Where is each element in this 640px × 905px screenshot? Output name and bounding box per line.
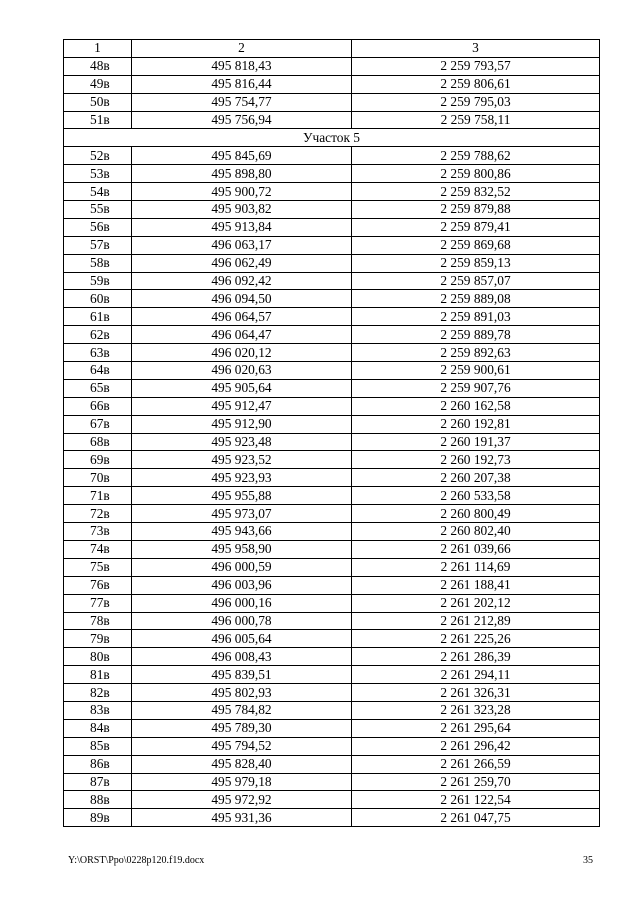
point-id-cell: 50в — [64, 93, 132, 111]
y-coordinate-cell: 2 259 900,61 — [352, 362, 600, 380]
table-row — [64, 326, 600, 344]
y-coordinate-cell: 2 261 259,70 — [352, 773, 600, 791]
point-id-cell: 74в — [64, 540, 132, 558]
y-coordinate-cell: 2 261 039,66 — [352, 540, 600, 558]
table-row — [64, 594, 600, 612]
table-row — [64, 433, 600, 451]
y-coordinate-cell: 2 261 296,42 — [352, 737, 600, 755]
point-id-cell: 69в — [64, 451, 132, 469]
table-row — [64, 379, 600, 397]
table-row — [64, 540, 600, 558]
x-coordinate-cell: 495 794,52 — [132, 737, 352, 755]
y-coordinate-cell: 2 260 192,73 — [352, 451, 600, 469]
point-id-cell: 77в — [64, 594, 132, 612]
y-coordinate-cell: 2 261 225,26 — [352, 630, 600, 648]
coordinates-table-body — [64, 40, 600, 827]
point-id-cell: 81в — [64, 666, 132, 684]
header-cell-x: 2 — [132, 40, 352, 58]
y-coordinate-cell: 2 261 114,69 — [352, 558, 600, 576]
table-row — [64, 111, 600, 129]
y-coordinate-cell: 2 261 286,39 — [352, 648, 600, 666]
point-id-cell: 75в — [64, 558, 132, 576]
point-id-cell: 51в — [64, 111, 132, 129]
y-coordinate-cell: 2 259 891,03 — [352, 308, 600, 326]
y-coordinate-cell: 2 260 802,40 — [352, 523, 600, 541]
point-id-cell: 78в — [64, 612, 132, 630]
point-id-cell: 62в — [64, 326, 132, 344]
table-row — [64, 415, 600, 433]
table-row — [64, 576, 600, 594]
point-id-cell: 57в — [64, 236, 132, 254]
x-coordinate-cell: 496 008,43 — [132, 648, 352, 666]
point-id-cell: 88в — [64, 791, 132, 809]
table-row — [64, 487, 600, 505]
point-id-cell: 86в — [64, 755, 132, 773]
point-id-cell: 60в — [64, 290, 132, 308]
y-coordinate-cell: 2 259 788,62 — [352, 147, 600, 165]
x-coordinate-cell: 495 845,69 — [132, 147, 352, 165]
table-row — [64, 75, 600, 93]
x-coordinate-cell: 495 789,30 — [132, 719, 352, 737]
y-coordinate-cell: 2 259 795,03 — [352, 93, 600, 111]
point-id-cell: 55в — [64, 201, 132, 219]
table-row — [64, 523, 600, 541]
table-row — [64, 612, 600, 630]
point-id-cell: 72в — [64, 505, 132, 523]
x-coordinate-cell: 495 903,82 — [132, 201, 352, 219]
x-coordinate-cell: 495 784,82 — [132, 701, 352, 719]
table-row — [64, 344, 600, 362]
x-coordinate-cell: 495 923,93 — [132, 469, 352, 487]
y-coordinate-cell: 2 259 879,41 — [352, 218, 600, 236]
x-coordinate-cell: 495 802,93 — [132, 684, 352, 702]
x-coordinate-cell: 496 003,96 — [132, 576, 352, 594]
x-coordinate-cell: 495 972,92 — [132, 791, 352, 809]
section-label: Участок 5 — [64, 129, 600, 147]
table-row — [64, 57, 600, 75]
table-row — [64, 809, 600, 827]
table-row — [64, 666, 600, 684]
x-coordinate-cell: 496 092,42 — [132, 272, 352, 290]
table-row — [64, 505, 600, 523]
table-row — [64, 719, 600, 737]
y-coordinate-cell: 2 261 323,28 — [352, 701, 600, 719]
table-row — [64, 308, 600, 326]
point-id-cell: 87в — [64, 773, 132, 791]
x-coordinate-cell: 496 020,63 — [132, 362, 352, 380]
point-id-cell: 73в — [64, 523, 132, 541]
y-coordinate-cell: 2 261 326,31 — [352, 684, 600, 702]
point-id-cell: 83в — [64, 701, 132, 719]
y-coordinate-cell: 2 261 047,75 — [352, 809, 600, 827]
y-coordinate-cell: 2 261 295,64 — [352, 719, 600, 737]
table-row — [64, 701, 600, 719]
y-coordinate-cell: 2 259 857,07 — [352, 272, 600, 290]
y-coordinate-cell: 2 259 793,57 — [352, 57, 600, 75]
x-coordinate-cell: 496 062,49 — [132, 254, 352, 272]
point-id-cell: 64в — [64, 362, 132, 380]
point-id-cell: 76в — [64, 576, 132, 594]
x-coordinate-cell: 495 756,94 — [132, 111, 352, 129]
table-row — [64, 755, 600, 773]
point-id-cell: 63в — [64, 344, 132, 362]
point-id-cell: 85в — [64, 737, 132, 755]
y-coordinate-cell: 2 259 832,52 — [352, 183, 600, 201]
y-coordinate-cell: 2 259 889,78 — [352, 326, 600, 344]
y-coordinate-cell: 2 259 800,86 — [352, 165, 600, 183]
y-coordinate-cell: 2 259 806,61 — [352, 75, 600, 93]
table-row — [64, 469, 600, 487]
table-row — [64, 630, 600, 648]
point-id-cell: 53в — [64, 165, 132, 183]
y-coordinate-cell: 2 260 191,37 — [352, 433, 600, 451]
table-row — [64, 272, 600, 290]
x-coordinate-cell: 496 064,47 — [132, 326, 352, 344]
y-coordinate-cell: 2 261 294,11 — [352, 666, 600, 684]
x-coordinate-cell: 495 958,90 — [132, 540, 352, 558]
y-coordinate-cell: 2 259 889,08 — [352, 290, 600, 308]
footer-page-number: 35 — [583, 855, 593, 866]
y-coordinate-cell: 2 260 207,38 — [352, 469, 600, 487]
y-coordinate-cell: 2 259 907,76 — [352, 379, 600, 397]
y-coordinate-cell: 2 259 758,11 — [352, 111, 600, 129]
y-coordinate-cell: 2 259 869,68 — [352, 236, 600, 254]
x-coordinate-cell: 495 912,90 — [132, 415, 352, 433]
footer-file-path: Y:\ORST\Ppo\0228p120.f19.docx — [68, 855, 205, 866]
table-row — [64, 165, 600, 183]
coordinates-table — [63, 39, 600, 827]
x-coordinate-cell: 496 063,17 — [132, 236, 352, 254]
x-coordinate-cell: 495 943,66 — [132, 523, 352, 541]
header-cell-y: 3 — [352, 40, 600, 58]
table-row — [64, 290, 600, 308]
point-id-cell: 67в — [64, 415, 132, 433]
point-id-cell: 56в — [64, 218, 132, 236]
point-id-cell: 65в — [64, 379, 132, 397]
y-coordinate-cell: 2 260 800,49 — [352, 505, 600, 523]
x-coordinate-cell: 495 828,40 — [132, 755, 352, 773]
table-row — [64, 254, 600, 272]
table-row — [64, 451, 600, 469]
y-coordinate-cell: 2 261 122,54 — [352, 791, 600, 809]
table-row — [64, 773, 600, 791]
table-row — [64, 93, 600, 111]
table-row — [64, 236, 600, 254]
point-id-cell: 80в — [64, 648, 132, 666]
point-id-cell: 48в — [64, 57, 132, 75]
x-coordinate-cell: 495 839,51 — [132, 666, 352, 684]
x-coordinate-cell: 496 094,50 — [132, 290, 352, 308]
header-cell-point: 1 — [64, 40, 132, 58]
x-coordinate-cell: 496 020,12 — [132, 344, 352, 362]
table-row — [64, 397, 600, 415]
table-row — [64, 362, 600, 380]
x-coordinate-cell: 495 955,88 — [132, 487, 352, 505]
table-row — [64, 218, 600, 236]
x-coordinate-cell: 495 931,36 — [132, 809, 352, 827]
point-id-cell: 59в — [64, 272, 132, 290]
table-row — [64, 737, 600, 755]
y-coordinate-cell: 2 261 188,41 — [352, 576, 600, 594]
y-coordinate-cell: 2 260 533,58 — [352, 487, 600, 505]
y-coordinate-cell: 2 261 202,12 — [352, 594, 600, 612]
x-coordinate-cell: 495 816,44 — [132, 75, 352, 93]
point-id-cell: 58в — [64, 254, 132, 272]
table-row — [64, 791, 600, 809]
y-coordinate-cell: 2 261 212,89 — [352, 612, 600, 630]
table-row — [64, 558, 600, 576]
y-coordinate-cell: 2 259 879,88 — [352, 201, 600, 219]
point-id-cell: 84в — [64, 719, 132, 737]
x-coordinate-cell: 496 005,64 — [132, 630, 352, 648]
point-id-cell: 52в — [64, 147, 132, 165]
y-coordinate-cell: 2 261 266,59 — [352, 755, 600, 773]
point-id-cell: 79в — [64, 630, 132, 648]
x-coordinate-cell: 496 000,78 — [132, 612, 352, 630]
x-coordinate-cell: 495 898,80 — [132, 165, 352, 183]
x-coordinate-cell: 495 900,72 — [132, 183, 352, 201]
x-coordinate-cell: 495 754,77 — [132, 93, 352, 111]
x-coordinate-cell: 495 912,47 — [132, 397, 352, 415]
point-id-cell: 71в — [64, 487, 132, 505]
point-id-cell: 61в — [64, 308, 132, 326]
x-coordinate-cell: 496 064,57 — [132, 308, 352, 326]
table-row — [64, 147, 600, 165]
point-id-cell: 82в — [64, 684, 132, 702]
table-header-row — [64, 40, 600, 58]
x-coordinate-cell: 495 923,52 — [132, 451, 352, 469]
point-id-cell: 66в — [64, 397, 132, 415]
point-id-cell: 68в — [64, 433, 132, 451]
section-row — [64, 129, 600, 147]
x-coordinate-cell: 495 905,64 — [132, 379, 352, 397]
point-id-cell: 54в — [64, 183, 132, 201]
x-coordinate-cell: 496 000,16 — [132, 594, 352, 612]
y-coordinate-cell: 2 259 892,63 — [352, 344, 600, 362]
table-row — [64, 648, 600, 666]
point-id-cell: 89в — [64, 809, 132, 827]
point-id-cell: 70в — [64, 469, 132, 487]
table-row — [64, 201, 600, 219]
table-row — [64, 183, 600, 201]
y-coordinate-cell: 2 260 162,58 — [352, 397, 600, 415]
x-coordinate-cell: 495 913,84 — [132, 218, 352, 236]
point-id-cell: 49в — [64, 75, 132, 93]
table-row — [64, 684, 600, 702]
x-coordinate-cell: 495 979,18 — [132, 773, 352, 791]
x-coordinate-cell: 495 973,07 — [132, 505, 352, 523]
y-coordinate-cell: 2 260 192,81 — [352, 415, 600, 433]
x-coordinate-cell: 496 000,59 — [132, 558, 352, 576]
y-coordinate-cell: 2 259 859,13 — [352, 254, 600, 272]
x-coordinate-cell: 495 818,43 — [132, 57, 352, 75]
x-coordinate-cell: 495 923,48 — [132, 433, 352, 451]
